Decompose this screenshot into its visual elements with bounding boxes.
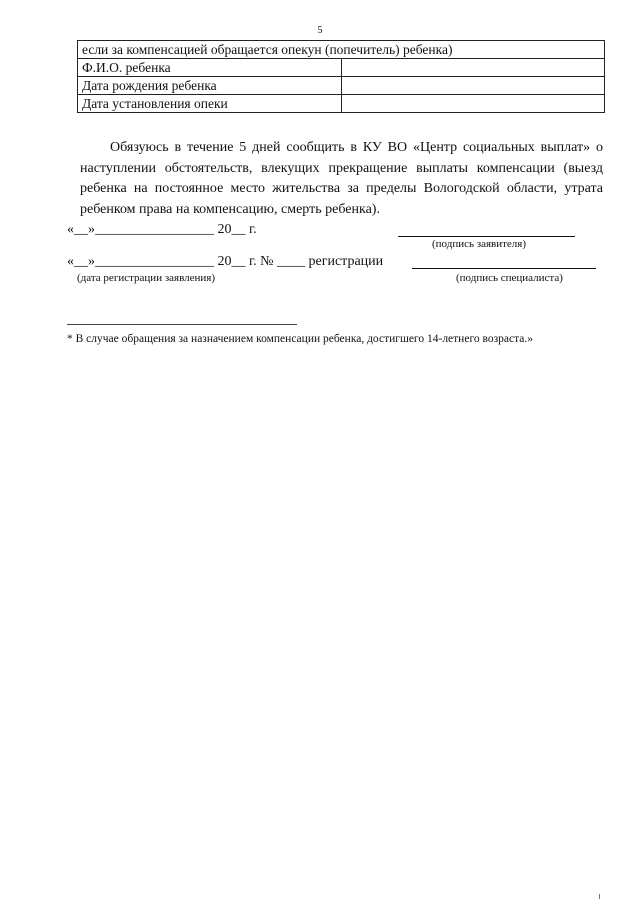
table-row <box>78 77 605 95</box>
applicant-signature-caption: (подпись заявителя) <box>432 238 527 250</box>
page-number: 5 <box>317 25 323 36</box>
child-birthdate-label: Дата рождения ребенка <box>78 77 342 95</box>
specialist-signature-caption: (подпись специалиста) <box>456 272 563 284</box>
scan-mark <box>599 894 600 899</box>
footnote-text: * В случае обращения за назначением компенсации ребенка, достигшего 14-летнего возраста.» <box>67 333 533 345</box>
guardianship-date-field[interactable] <box>341 95 605 113</box>
specialist-signature-line <box>412 268 596 269</box>
footnote-separator <box>67 324 297 325</box>
table-header-cell: если за компенсацией обращается опекун (попечитель) ребенка) <box>78 41 605 59</box>
child-birthdate-field[interactable] <box>341 77 605 95</box>
applicant-signature-line <box>398 236 575 237</box>
registration-date-line: «__»_________________ 20__ г. № ____ регистрации <box>67 254 384 269</box>
table-header-row <box>78 41 605 59</box>
table-row <box>78 59 605 77</box>
child-name-field[interactable] <box>341 59 605 77</box>
child-name-label: Ф.И.О. ребенка <box>78 59 342 77</box>
guardian-info-table <box>77 40 605 113</box>
pledge-paragraph: Обязуюсь в течение 5 дней сообщить в КУ ВО «Центр социальных выплат» о наступлении обстоятельств, влекущих прекращение выплаты компенсации (выезд ребенка на постоянное место жительства за пределы Вологодской области, утрата ребенком права на компенсацию, смерть ребенка). <box>80 140 603 217</box>
table-row <box>78 95 605 113</box>
registration-date-caption: (дата регистрации заявления) <box>77 272 216 284</box>
applicant-date-line: «__»_________________ 20__ г. <box>67 222 257 237</box>
guardianship-date-label: Дата установления опеки <box>78 95 342 113</box>
